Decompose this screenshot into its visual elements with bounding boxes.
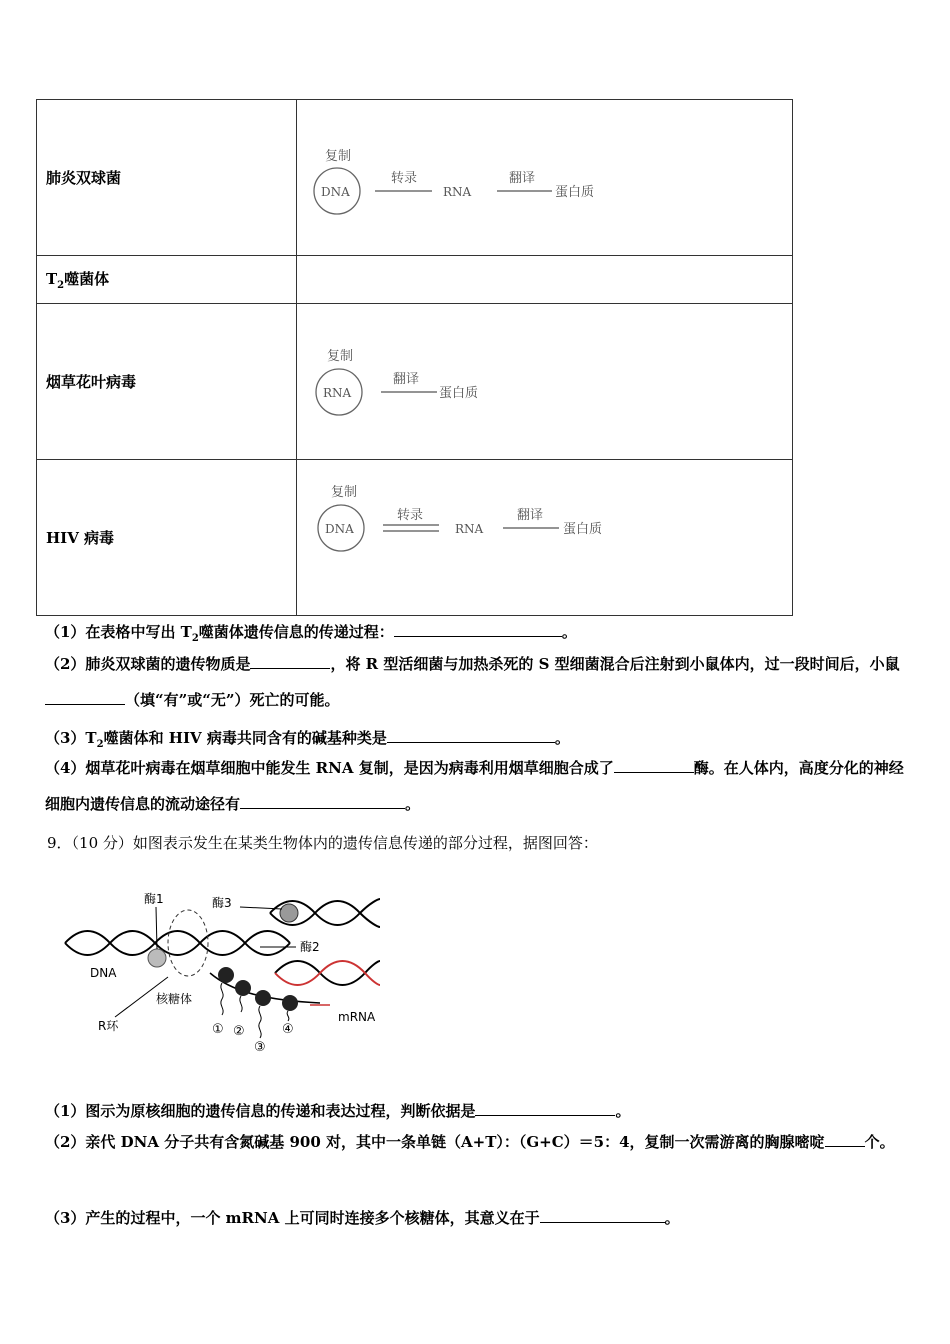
r-loop-circle — [168, 910, 208, 976]
answer-blank[interactable] — [387, 741, 555, 743]
label-n2: ② — [233, 1024, 245, 1039]
q8-part1: （1）在表格中写出 $T_2$噬菌体遗传信息的传递过程： 。 — [45, 623, 577, 644]
label-rloop: R环 — [98, 1019, 119, 1033]
genetic-info-table — [36, 99, 793, 616]
node-rna: RNA — [443, 184, 472, 199]
node-rna: RNA — [323, 385, 352, 400]
q8-part3: $(3)T_2$噬菌体和 HIV 病毒共同含有的碱基种类是 。 — [45, 729, 570, 750]
q9-part3: （3）产生的过程中，一个 mRNA 上可同时连接多个核糖体，其意义在于 。 — [45, 1209, 680, 1227]
loop-label: 复制 — [331, 484, 358, 500]
node-protein: 蛋白质 — [439, 385, 479, 401]
node-protein: 蛋白质 — [563, 521, 603, 537]
loop-label: 复制 — [327, 348, 354, 364]
label-n4: ④ — [282, 1022, 294, 1037]
loop-label: 复制 — [325, 148, 352, 164]
answer-blank[interactable] — [825, 1145, 865, 1147]
ribosome-3 — [255, 990, 271, 1006]
central-dogma-diagram — [311, 473, 641, 563]
ribosome-4 — [282, 995, 298, 1011]
node-dna: DNA — [325, 521, 354, 536]
q8-part4: （4）烟草花叶病毒在烟草细胞中能发生 RNA 复制，是因为病毒利用烟草细胞合成了 酶。在人体内，高度分化的神经细胞内遗传信息的流动途径有 。 — [45, 759, 904, 813]
organism-cell: 烟草花叶病毒 — [37, 304, 297, 460]
organism-subscript: 2 — [57, 280, 65, 291]
label-enzyme1: 酶1 — [144, 892, 164, 906]
answer-blank[interactable] — [475, 1114, 615, 1116]
node-dna: DNA — [321, 184, 350, 199]
diagram-cell-empty — [297, 256, 793, 304]
arrow-label-transcription: 转录 — [391, 170, 418, 186]
diagram-cell — [297, 304, 793, 460]
answer-blank[interactable] — [45, 703, 125, 705]
peptide-2 — [240, 996, 242, 1012]
label-n1: ① — [212, 1022, 224, 1037]
organism-cell: 肺炎双球菌 — [37, 100, 297, 256]
dna-strand-f — [275, 961, 380, 985]
central-dogma-diagram — [307, 133, 637, 223]
organism-cell: HIV 病毒 — [37, 460, 297, 616]
peptide-1 — [221, 983, 223, 1015]
q9-header: 9．（10 分）如图表示发生在某类生物体内的遗传信息传递的部分过程，据图回答： — [47, 834, 598, 852]
answer-blank[interactable] — [394, 635, 562, 637]
transcription-translation-figure — [60, 885, 390, 1060]
organism-letter: T — [46, 270, 58, 288]
arrow-label-translation: 翻译 — [517, 507, 544, 523]
organism-rest: 噬菌体 — [64, 270, 110, 288]
node-protein: 蛋白质 — [555, 184, 595, 200]
diagram-cell — [297, 460, 793, 616]
answer-blank[interactable] — [250, 667, 330, 669]
label-ribosome: 核糖体 — [156, 992, 193, 1006]
enzyme3-blob — [280, 904, 298, 922]
label-dna: DNA — [90, 966, 117, 980]
node-rna: RNA — [455, 521, 484, 536]
peptide-3 — [259, 1006, 261, 1038]
ribosome-1 — [218, 967, 234, 983]
q9-part1: （1）图示为原核细胞的遗传信息的传递和表达过程，判断依据是 。 — [45, 1102, 631, 1120]
peptide-4 — [287, 1011, 289, 1021]
label-mrna: mRNA — [338, 1010, 376, 1024]
arrow-label-translation: 翻译 — [393, 371, 420, 387]
q9-part2: （2）亲代 DNA 分子共有含氮碱基 900 对，其中一条单链（A+T）：（G+C）＝5：4，复制一次需游离的胸腺嘧啶 个。 — [45, 1133, 895, 1151]
arrow-label-translation: 翻译 — [509, 170, 536, 186]
arrow-label-transcription: 转录 — [397, 507, 424, 523]
diagram-cell — [297, 100, 793, 256]
ribosome-2 — [235, 980, 251, 996]
organism-cell — [37, 256, 297, 304]
label-enzyme3: 酶3 — [212, 896, 232, 910]
answer-blank[interactable] — [240, 807, 405, 809]
answer-blank[interactable] — [540, 1221, 665, 1223]
enzyme1-blob — [148, 949, 166, 967]
answer-blank[interactable] — [614, 771, 694, 773]
label-n3: ③ — [254, 1040, 266, 1055]
label-enzyme2: 酶2 — [300, 940, 320, 954]
central-dogma-diagram — [309, 337, 639, 427]
q8-part2: （2）肺炎双球菌的遗传物质是 ，将 R 型活细菌与加热杀死的 S 型细菌混合后注射到小鼠体内，过一段时间后，小鼠（填“有”或“无”）死亡的可能。 — [45, 655, 900, 709]
